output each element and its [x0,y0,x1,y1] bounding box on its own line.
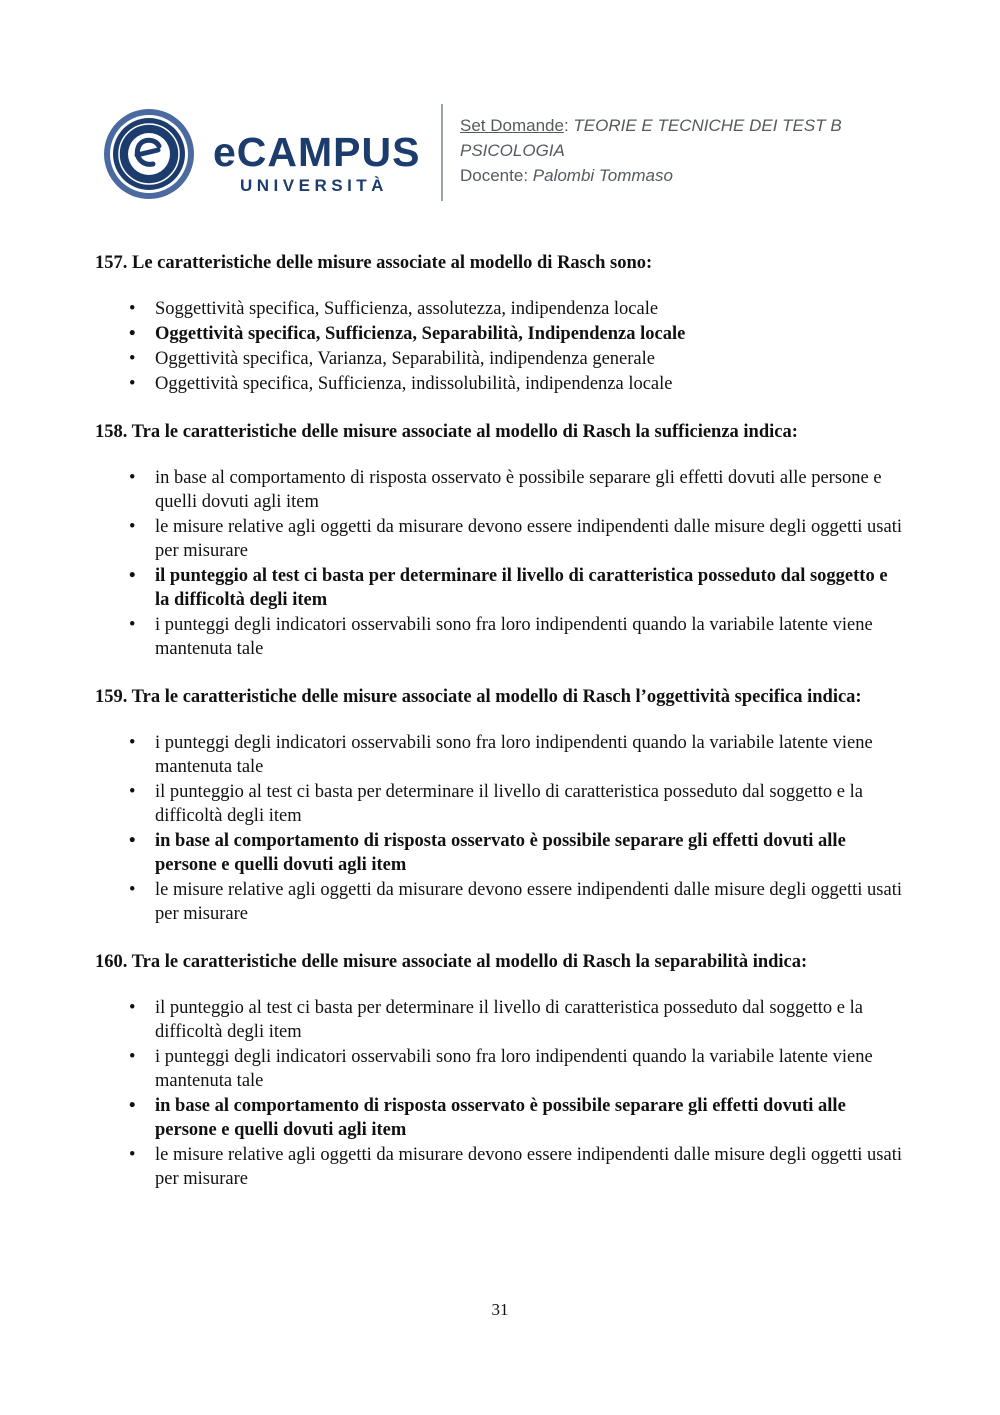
docente-line: Docente: Palombi Tommaso [460,166,673,185]
answer-option [95,613,905,661]
answer-option-correct [95,829,905,877]
bullet-icon: • [129,1047,136,1067]
bullet-icon: • [129,324,136,344]
answer-text: il punteggio al test ci basta per determinare il livello di caratteristica posseduto dal soggetto e la difficoltà degli item [155,566,888,610]
answer-list [95,466,905,661]
answer-option [95,347,905,371]
set-value-2: PSICOLOGIA [460,141,565,160]
answer-text: i punteggi degli indicatori osservabili sono fra loro indipendenti quando la variabile latente viene mantenuta tale [155,615,873,659]
answer-option [95,780,905,828]
set-line: Set Domande: TEORIE E TECNICHE DEI TEST B [460,116,842,135]
answer-option [95,515,905,563]
answer-option [95,878,905,926]
bullet-icon: • [129,782,136,802]
bullet-icon: • [129,374,136,394]
course-info [460,113,842,188]
ecampus-wordmark: eCAMPUS [213,129,421,175]
answer-text: il punteggio al test ci basta per determinare il livello di caratteristica posseduto dal soggetto e la difficoltà degli item [155,782,863,826]
ecampus-subtitle: UNIVERSITÀ [240,176,388,195]
bullet-icon: • [129,566,136,586]
answer-text: in base al comportamento di risposta osservato è possibile separare gli effetti dovuti alle persone e quelli dovuti agli item [155,468,882,512]
answer-list [95,297,905,396]
answer-text: in base al comportamento di risposta osservato è possibile separare gli effetti dovuti alle persone e quelli dovuti agli item [155,831,846,875]
docente-value: Palombi Tommaso [532,166,673,185]
answer-list [95,996,905,1191]
bullet-icon: • [129,998,136,1018]
bullet-icon: • [129,1145,136,1165]
question-title: 159. Tra le caratteristiche delle misure associate al modello di Rasch l’oggettività specifica indica: [95,687,862,707]
bullet-icon: • [129,299,136,319]
answer-text: le misure relative agli oggetti da misurare devono essere indipendenti dalle misure degli oggetti usati per misurare [155,880,902,924]
page-header [0,0,1000,230]
answer-option [95,1143,905,1191]
question-title: 158. Tra le caratteristiche delle misure associate al modello di Rasch la sufficienza indica: [95,422,798,442]
set-value: TEORIE E TECNICHE DEI TEST B [573,116,842,135]
answer-option [95,1045,905,1093]
answer-text: Soggettività specifica, Sufficienza, assolutezza, indipendenza locale [155,299,659,319]
bullet-icon: • [129,517,136,537]
page-number: 31 [491,1300,509,1319]
answer-option [95,996,905,1044]
question-list [95,251,905,1215]
ecampus-seal-icon [103,108,195,200]
header-divider [441,104,443,201]
answer-option [95,372,905,396]
answer-option [95,297,905,321]
answer-list [95,731,905,926]
answer-option [95,466,905,514]
answer-text: le misure relative agli oggetti da misurare devono essere indipendenti dalle misure degli oggetti usati per misurare [155,517,902,561]
bullet-icon: • [129,733,136,753]
answer-text: in base al comportamento di risposta osservato è possibile separare gli effetti dovuti alle persone e quelli dovuti agli item [155,1096,846,1140]
answer-text: le misure relative agli oggetti da misurare devono essere indipendenti dalle misure degli oggetti usati per misurare [155,1145,902,1189]
answer-option [95,731,905,779]
answer-text: i punteggi degli indicatori osservabili sono fra loro indipendenti quando la variabile latente viene mantenuta tale [155,1047,873,1091]
bullet-icon: • [129,1096,136,1116]
bullet-icon: • [129,880,136,900]
answer-text: il punteggio al test ci basta per determinare il livello di caratteristica posseduto dal soggetto e la difficoltà degli item [155,998,863,1042]
question-title: 157. Le caratteristiche delle misure associate al modello di Rasch sono: [95,253,653,273]
set-label: Set Domande [460,116,564,135]
bullet-icon: • [129,615,136,635]
bullet-icon: • [129,349,136,369]
answer-text: Oggettività specifica, Sufficienza, indissolubilità, indipendenza locale [155,374,673,394]
question-title: 160. Tra le caratteristiche delle misure associate al modello di Rasch la separabilità indica: [95,952,808,972]
answer-option-correct [95,564,905,612]
bullet-icon: • [129,468,136,488]
bullet-icon: • [129,831,136,851]
set-line-2 [460,138,842,163]
answer-text: i punteggi degli indicatori osservabili sono fra loro indipendenti quando la variabile latente viene mantenuta tale [155,733,873,777]
docente-label: Docente [460,166,524,185]
answer-option-correct [95,322,905,346]
answer-text: Oggettività specifica, Varianza, Separabilità, indipendenza generale [155,349,655,369]
answer-option-correct [95,1094,905,1142]
answer-text: Oggettività specifica, Sufficienza, Separabilità, Indipendenza locale [155,324,686,344]
